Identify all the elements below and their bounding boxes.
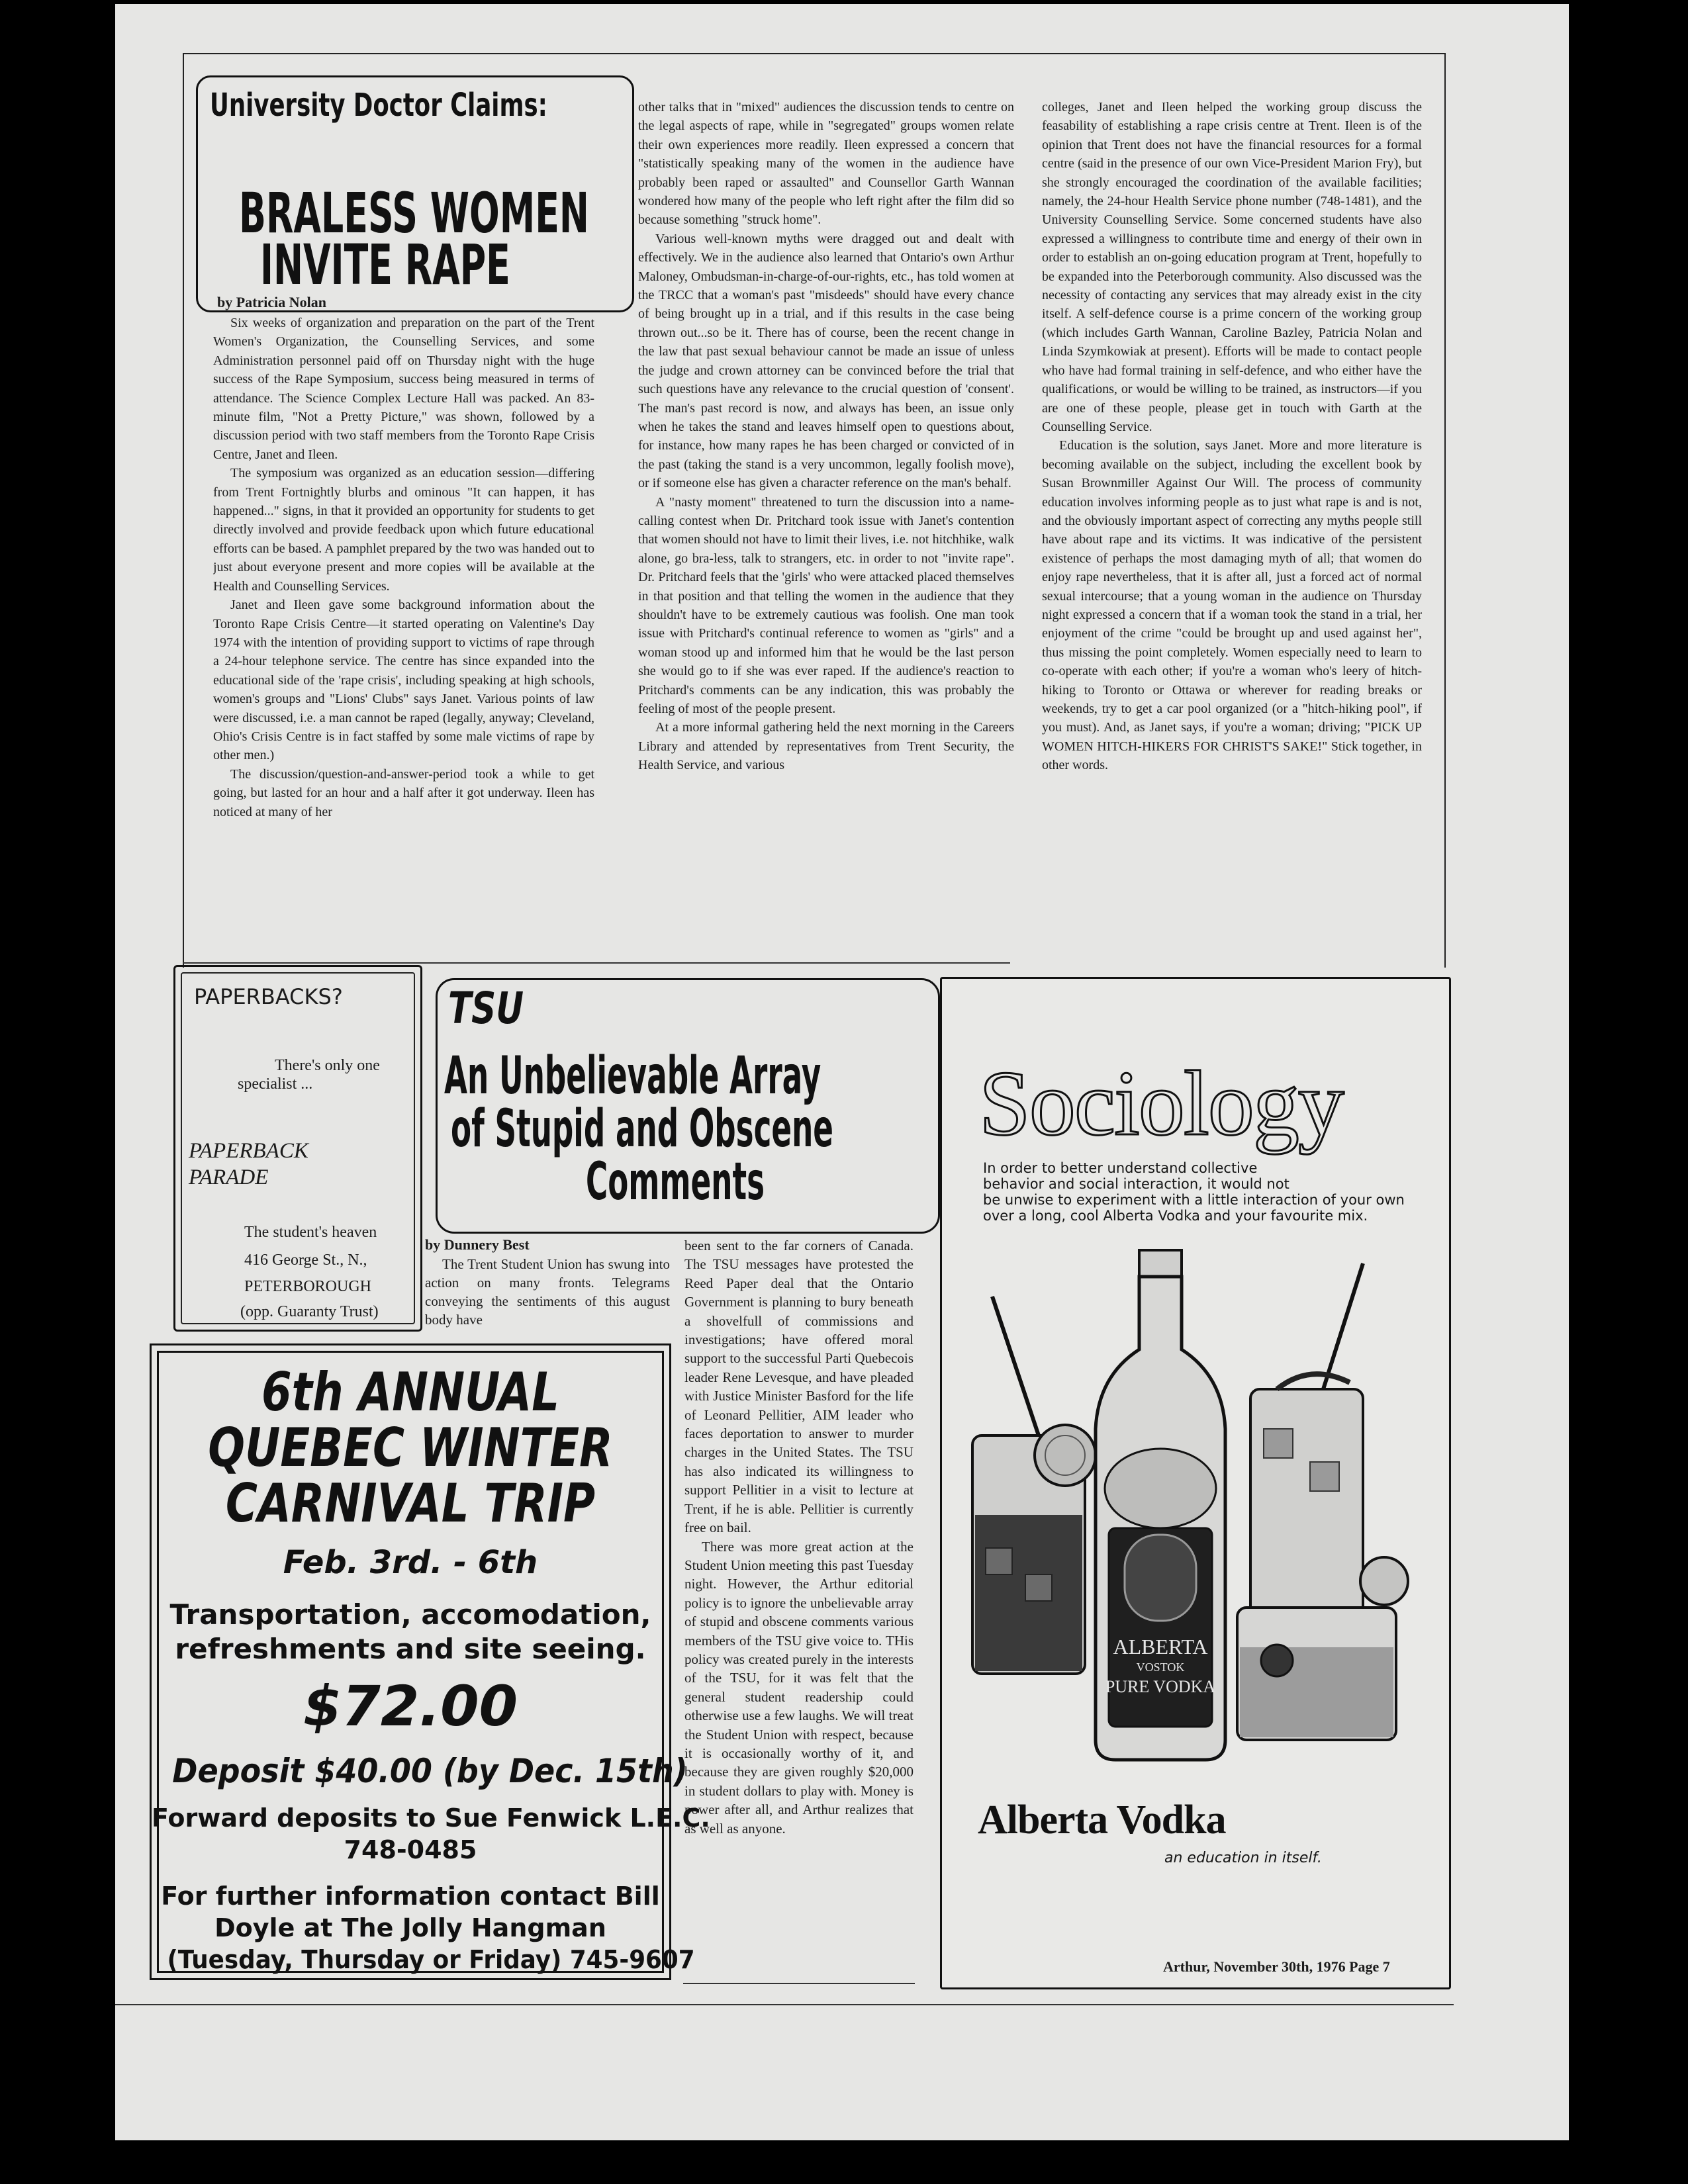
paragraph: The discussion/question-and-answer-period took a while to get going, but lasted for an hour and a half after it got underway. Ileen has noticed at many of her [213, 766, 594, 819]
paragraph: Various well-known myths were dragged out and dealt with effectively. We in the audience also learned that Ontario's own Arthur Maloney, Ombudsman-in-charge-of-our-rights, etc., has told women at the TRCC that a woman's past "misdeeds" should have every chance of being brought up in a trial, and if this results in the case being thrown out...so be it. There has of course, been the recent change in the law that past sexual behaviour cannot be made an issue of unless the judge and crown attorney can be convinced before the trial that such questions have any relevance to the crucial question of 'consent'. The man's past record is now, and always has been, an issue only when he takes the stand and leaves himself open to questions about, for instance, how many rapes he has been charged or convicted of in the past (taking the stand is a very uncommon, legally foolish move), or if someone else has given a character reference on the man's behalf. [638, 231, 1014, 491]
highball-glass-icon [972, 1297, 1096, 1674]
page-folio: Arthur, November 30th, 1976 Page 7 [1163, 1958, 1390, 1975]
bottom-rule [115, 2004, 1454, 2005]
tsu-headline-1: An Unbelievable Array [444, 1046, 821, 1106]
section-rule [683, 1983, 915, 1984]
carnival-ad [150, 1343, 710, 1980]
headline-box [196, 75, 634, 312]
paperbacks-address-2: 416 George St., N., [244, 1251, 367, 1269]
paperbacks-address-4: (opp. Guaranty Trust) [240, 1303, 379, 1320]
article-headline-line1: BRALESS WOMEN [239, 181, 589, 246]
sociology-title: Sociology [979, 1052, 1343, 1155]
vodka-bottle-icon [1096, 1250, 1225, 1760]
newspaper-page [115, 4, 1569, 2140]
tsu-headline-2: of Stupid and Obscene [451, 1099, 833, 1159]
carnival-dates: Feb. 3rd. - 6th [283, 1544, 538, 1581]
carnival-line-3: CARNIVAL TRIP [225, 1473, 596, 1534]
article-headline-line2: INVITE RAPE [260, 232, 510, 297]
tsu-column-1 [425, 1255, 670, 1334]
vodka-bottle-illustration [966, 1237, 1416, 1780]
paragraph: been sent to the far corners of Canada. The TSU messages have protested the Reed Paper deal that the Ontario Government is planning to bury beneath a shovelfull of commissions and investigations; have offered moral support to the successful Parti Quebecois leader Rene Levesque, and have pleaded with Justice Minister Basford for the life of Leonard Pellitier, AIM leader who faces deportation to answer to murder charges in the United States. The TSU has also indicated its willingness to support Pellitier in a visit to lecture at Trent, if he is able. Pellitier is currently free on bail. [684, 1238, 914, 1536]
vodka-brand: Alberta Vodka [978, 1797, 1226, 1843]
vodka-body-2: behavior and social interaction, it would not [983, 1176, 1289, 1192]
tsu-byline: by Dunnery Best [425, 1236, 530, 1253]
paragraph: Six weeks of organization and preparation on the part of the Trent Women's Organization, the Counselling Services, and some Administration personnel paid off on Thursday night with the huge success of the Rape Symposium, success being measured in terms of attendance. The Science Complex Lecture Hall was packed. An 83-minute film, "Not a Pretty Picture," was shown, followed by a discussion period with two staff members from the Toronto Rape Crisis Centre, Janet and Ileen. [213, 316, 594, 462]
tsu-column-2 [684, 1236, 914, 1964]
carnival-deposit: Deposit $40.00 (by Dec. 15th) [172, 1752, 688, 1790]
article-column-3 [1042, 98, 1422, 960]
paperbacks-title: PAPERBACKS? [194, 984, 343, 1009]
paperbacks-ad [173, 965, 422, 1332]
paragraph: colleges, Janet and Ileen helped the working group discuss the feasability of establishing a rape crisis centre at Trent. Ileen is of the opinion that Trent does not have the financial resources for a formal centre (said in the presence of our own Vice-President Marion Fry), but she strongly encouraged the coordination of the available facilities; namely, the 24-hour Health Service phone number (748-1481), and the University Counselling Service. Some concerned students have also expressed a willingness to contribute time and energy of their own in order to establish an on-going education program at Trent, hopefully to be expanded into the Peterborough community. Also discussed was the necessity of contacting any services that may already exist in the city itself. A self-defence course is a prime concern of the working group (which includes Garth Wannan, Caroline Bazley, Patricia Nolan and Linda Szymkowiak at present). Efforts will be made to contact people who have had formal training in self-defence, and who either have the qualifications, or would be willing to be trained, as instructors—if you are one of these people, please get in touch with Garth at the Counselling Service. [1042, 100, 1422, 434]
tsu-headline-box [436, 978, 940, 1234]
article-column-1 [213, 314, 594, 960]
paragraph: A "nasty moment" threatened to turn the discussion into a name-calling contest when Dr. Pritchard took issue with Janet's contention that women should not have to limit their lives, i.e. not hitchhike, walk alone, go bra-less, talk to strangers, etc. in order to not "invite rape". Dr. Pritchard feels that the 'girls' who were attacked placed themselves in that position and that telling the women in the audience that they shouldn't have to be extremely cautious was foolish. One man took issue with Pritchard's continual reference to women as "girls" and a woman stood up and informed him that he would be the last person she would go to if she was ever raped. If the audience's reaction to Pritchard's comments can be any indication, this was probably the feeling of most of the people present. [638, 494, 1014, 716]
vodka-body-3: be unwise to experiment with a little interaction of your own [983, 1192, 1405, 1208]
vodka-ad [940, 977, 1451, 1989]
carnival-includes-1: Transportation, accomodation, [169, 1598, 651, 1631]
label-name: PURE VODKA [1105, 1677, 1216, 1696]
paragraph: At a more informal gathering held the next morning in the Careers Library and attended by representatives from Trent Security, the Health Service, and various [638, 720, 1014, 773]
section-rule [183, 962, 1010, 964]
paperbacks-name-1: PAPERBACK [189, 1139, 308, 1163]
paragraph: Education is the solution, says Janet. More and more literature is becoming available on the subject, including the excellent book by Susan Brownmiller Against Our Will. The process of community education involves informing people as to just what rape is and is not, and the obviously important aspect of correcting any myths people still have about rape and its victims. It was indicative of the persistent existence of perhaps the most damaging myth of all; that women do enjoy rape nevertheless, that it is after all, just a forced act of normal sexual intercourse; that a young woman in the audience on Thursday night expressed a concern that if a woman took the stand in a trial, her enjoyment of the crime "could be brought up and used against her", thus missing the point completely. Women especially need to learn to co-operate with each other; if you're a woman who's leery of hitch-hiking to Toronto or Ottawa or wherever for reading breaks or weekends, try to get a car pool organized (or a "hitch-hiking pool", if you must). And, as Janet says, if you're a woman; driving; "PICK UP WOMEN HITCH-HIKERS FOR CHRIST'S SAKE!" Stick together, in other words. [1042, 438, 1422, 773]
article-kicker: University Doctor Claims: [210, 87, 547, 124]
paperbacks-name-2: PARADE [189, 1165, 269, 1189]
paragraph: There was more great action at the Student Union meeting this past Tuesday night. However, the Arthur editorial policy is to ignore the unbelievable array of stupid and obscene comments various members of the TSU give voice to. THis policy was created purely in the interests of the TSU, for it was felt that the general student readership could otherwise use a few laughs. We will treat the Student Union with respect, because it is occasionally worthy of it, and because they are given roughly $20,000 in student dollars to play with. Money is power after all, and Arthur realizes that as well as anyone. [684, 1538, 914, 1837]
carnival-info-3: (Tuesday, Thursday or Friday) 745-9607 [167, 1945, 695, 1974]
carnival-info-2: Doyle at The Jolly Hangman [214, 1913, 606, 1942]
tsu-kicker: TSU [448, 983, 524, 1034]
paperbacks-address-3: PETERBOROUGH [244, 1278, 372, 1295]
vodka-tagline: an education in itself. [1164, 1850, 1322, 1866]
carnival-forward: Forward deposits to Sue Fenwick L.E.C. [152, 1803, 710, 1833]
label-brand: ALBERTA [1113, 1635, 1208, 1659]
carnival-includes-2: refreshments and site seeing. [175, 1633, 646, 1665]
paragraph: The Trent Student Union has swung into action on many fronts. Telegrams conveying the sentiments of this august body have [425, 1256, 670, 1328]
vodka-body-4: over a long, cool Alberta Vodka and your favourite mix. [983, 1208, 1368, 1224]
label-sub: VOSTOK [1136, 1661, 1185, 1674]
paperbacks-address-1: The student's heaven [244, 1224, 377, 1241]
carnival-forward-phone: 748-0485 [344, 1835, 477, 1864]
collins-glass-icon [1250, 1263, 1363, 1654]
carnival-info-1: For further information contact Bill [161, 1882, 660, 1911]
carnival-line-2: QUEBEC WINTER [208, 1417, 613, 1479]
paperbacks-tagline-1: There's only one [275, 1057, 380, 1074]
byline: by Patricia Nolan [217, 294, 326, 310]
article-column-2 [638, 98, 1014, 960]
vodka-body-1: In order to better understand collective [983, 1160, 1258, 1176]
paragraph: other talks that in "mixed" audiences the discussion tends to centre on the legal aspects of rape, while in "segregated" groups women relate their own experiences more readily. Ileen expressed a concern that "statistically speaking many of the women in the audience have probably been raped or assaulted" and Counsellor Garth Wannan wondered how many of the people who left right after the film did so because something "struck home". [638, 100, 1014, 228]
carnival-line-1: 6th ANNUAL [261, 1361, 560, 1423]
paragraph: The symposium was organized as an education session—differing from Trent Fortnightly blurbs and ominous "It can happen, it has happened..." signs, in that it provided an opportunity for students to get directly involved and provide feedback upon which future educational efforts can be based. A pamphlet prepared by the two was handed out to just about everyone present and more copies will be available at the Health and Counselling Services. [213, 466, 594, 594]
paragraph: Janet and Ileen gave some background information about the Toronto Rape Crisis Centre—it started operating on Valentine's Day 1974 with the intention of providing support to victims of rape through a 24-hour telephone service. The centre has since expanded into the educational side of the 'rape crisis', including speaking at high schools, women's groups and "Lions' Clubs" says Janet. Various points of law were discussed, i.e. a man cannot be raped (legally, anyway; Cleveland, Ohio's Crisis Centre is in fact staffed by some male victims of rape by other men.) [213, 598, 594, 763]
paperbacks-tagline-2: specialist ... [238, 1075, 313, 1093]
tsu-headline-3: Comments [586, 1152, 765, 1212]
carnival-price: $72.00 [303, 1674, 518, 1739]
